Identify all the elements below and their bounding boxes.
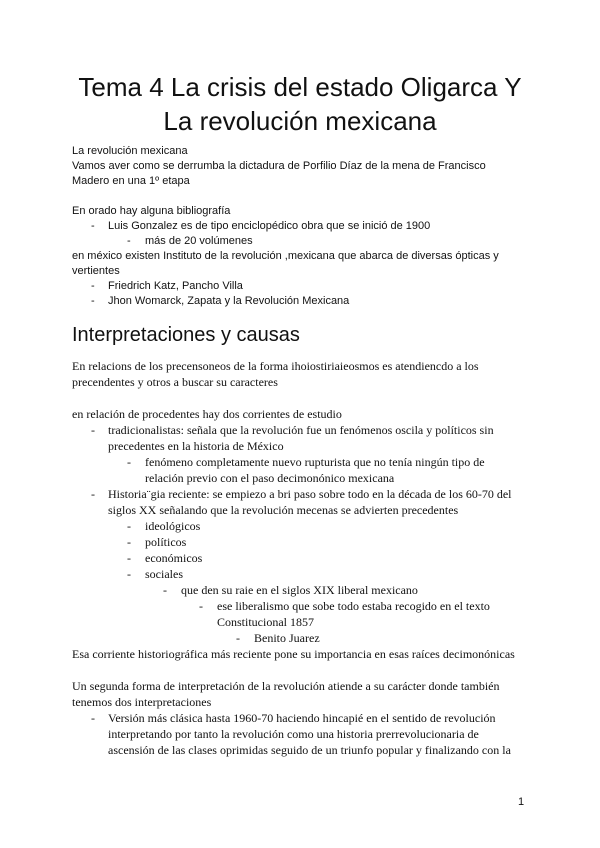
bullet-dash: - [127, 567, 131, 581]
section-heading: Interpretaciones y causas [72, 324, 300, 346]
paragraph-line: tenemos dos interpretaciones [72, 695, 212, 709]
list-item: precedentes en la historia de México [108, 439, 284, 453]
bullet-dash: - [127, 519, 131, 533]
list-item: siglos XX señalando que la revolución mecenas se advierten precedentes [108, 503, 459, 517]
list-item: Jhon Womarck, Zapata y la Revolución Mexicana [108, 295, 350, 307]
bullet-dash: - [236, 631, 240, 645]
intro-line: Madero en una 1º etapa [72, 175, 190, 187]
list-item: Friedrich Katz, Pancho Villa [108, 280, 243, 292]
bullet-dash: - [127, 551, 131, 565]
bullet-dash: - [163, 583, 167, 597]
title-line-1: Tema 4 La crisis del estado Oligarca Y [78, 72, 522, 102]
bullet-dash: - [91, 280, 95, 292]
intro-line: La revolución mexicana [72, 145, 188, 157]
paragraph-line: precendentes y otros a buscar su caracteres [72, 375, 278, 389]
list-item: que den su raie en el siglos XIX liberal mexicano [181, 583, 418, 597]
page-number: 1 [518, 796, 525, 808]
list-item: fenómeno completamente nuevo rupturista que no tenía ningún tipo de [145, 455, 485, 469]
bullet-dash: - [91, 423, 95, 437]
list-item: ese liberalismo que sobe todo estaba recogido en el texto [217, 599, 490, 613]
title-line-2: La revolución mexicana [163, 106, 437, 136]
bullet-dash: - [127, 535, 131, 549]
list-item: tradicionalistas: señala que la revolución fue un fenómenos oscila y políticos sin [108, 423, 494, 437]
list-item: Historia¨gia reciente: se empiezo a bri paso sobre todo en la década de los 60-70 del [108, 487, 512, 501]
list-item: políticos [145, 535, 187, 549]
bullet-dash: - [127, 455, 131, 469]
bullet-dash: - [91, 295, 95, 307]
list-item: Luis Gonzalez es de tipo enciclopédico obra que se inició de 1900 [108, 220, 431, 232]
list-item: sociales [145, 567, 183, 581]
list-item: Versión más clásica hasta 1960-70 haciendo hincapié en el sentido de revolución [108, 711, 496, 725]
document-title [0, 70, 600, 138]
intro-line: en méxico existen Instituto de la revolución ,mexicana que abarca de diversas ópticas y [72, 250, 499, 262]
list-item: más de 20 volúmenes [145, 235, 253, 247]
list-item: interpretando por tanto la revolución como una historia prerrevolucionaria de [108, 727, 479, 741]
paragraph-line: en relación de procedentes hay dos corrientes de estudio [72, 407, 342, 421]
list-item: Constitucional 1857 [217, 615, 314, 629]
list-item: económicos [145, 551, 203, 565]
bullet-dash: - [199, 599, 203, 613]
paragraph-line: Esa corriente historiográfica más reciente pone su importancia en esas raíces decimonónicas [72, 647, 515, 661]
paragraph-line: Un segunda forma de interpretación de la revolución atiende a su carácter donde también [72, 679, 500, 693]
list-item: relación previo con el paso decimonónico mexicana [145, 471, 395, 485]
intro-line: vertientes [72, 265, 120, 277]
intro-line: Vamos aver como se derrumba la dictadura de Porfilio Díaz de la mena de Francisco [72, 160, 486, 172]
bullet-dash: - [91, 220, 95, 232]
intro-line: En orado hay alguna bibliografía [72, 205, 231, 217]
list-item: ideológicos [145, 519, 201, 533]
bullet-dash: - [127, 235, 131, 247]
bullet-dash: - [91, 711, 95, 725]
list-item: ascensión de las clases oprimidas seguido de un triunfo popular y finalizando con la [108, 743, 511, 757]
paragraph-line: En relacions de los precensoneos de la forma ihoiostiriaieosmos es atendiencdo a los [72, 359, 479, 373]
list-item: Benito Juarez [254, 631, 320, 645]
bullet-dash: - [91, 487, 95, 501]
